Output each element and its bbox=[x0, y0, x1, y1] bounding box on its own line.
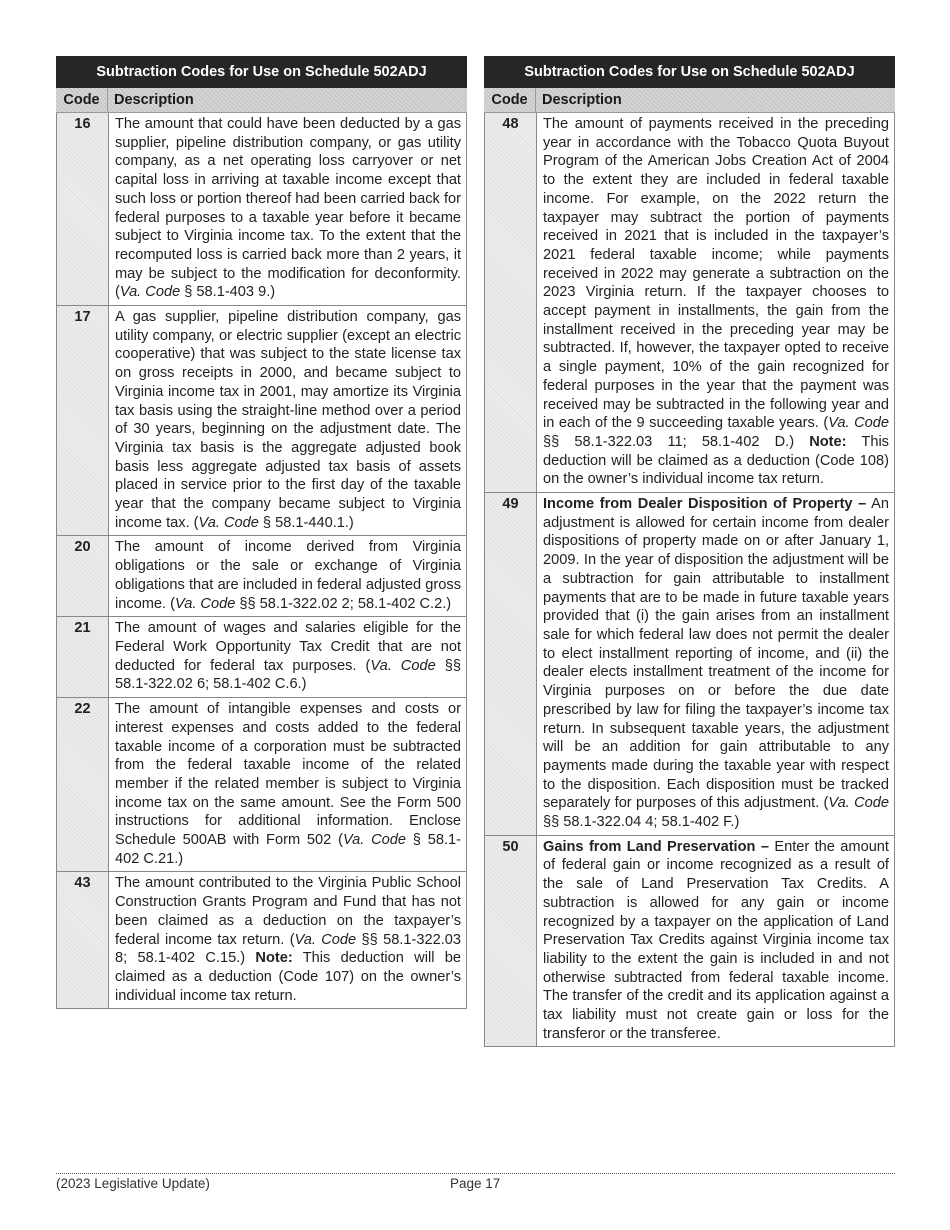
description-text: Va. Code bbox=[370, 657, 436, 674]
table-body bbox=[56, 113, 467, 1009]
description-text: Income from Dealer Disposition of Property – bbox=[543, 496, 867, 513]
row-description bbox=[109, 698, 466, 871]
row-code: 22 bbox=[57, 698, 109, 871]
row-code: 49 bbox=[485, 493, 537, 835]
footer-divider bbox=[56, 1173, 895, 1174]
description-text: §§ 58.1-322.03 11; 58.1-402 D.) bbox=[543, 433, 810, 450]
row-code: 17 bbox=[57, 306, 109, 535]
row-code: 16 bbox=[57, 113, 109, 305]
description-text: The amount of income derived from Virginia obligations or the sale or exchange of Virginia obligations that are included in federal adjusted gross income. ( bbox=[115, 539, 461, 612]
description-text: Note: bbox=[255, 950, 293, 967]
row-description bbox=[109, 113, 466, 305]
row-description bbox=[109, 536, 466, 616]
row-description bbox=[537, 113, 894, 492]
table-row bbox=[57, 306, 466, 536]
description-text: A gas supplier, pipeline distribution company, gas utility company, or electric supplier (except an electric cooperative) that was subject to the state license tax on gross receipts in 2000, and became subject to Virginia income tax in 2001, may amortize its Virginia tax basis using the straight-line method over a period of 30 years, beginning on the adjustment date. The Virginia tax basis is the aggregate adjusted book basis less aggregate adjusted tax basis of assets placed in service prior to the first day of the taxable year that the company became subject to Virginia income tax. ( bbox=[115, 309, 461, 531]
description-text: The amount of payments received in the preceding year in accordance with the Tobacco Quota Buyout Program of the American Jobs Creation Act of 2004 to the extent they are included in federal taxable income. For example, on the 2022 return the taxpayer may subtract the portion of payments received in 2021 that is included in the taxpayer’s 2021 federal taxable income; while payments received in 2022 may generate a subtraction on the 2023 Virginia return. If the taxpayer chooses to accept payment in installments, the gain from the installment received in the preceding year may be subtracted. If, however, the taxpayer opted to receive a single payment, 10% of the gain recognized for federal purposes in the year that the payment was received may be subtracted in the following year and in each of the 9 succeeding taxable years. ( bbox=[543, 116, 889, 432]
row-description bbox=[109, 872, 466, 1008]
description-text: Va. Code bbox=[294, 931, 357, 948]
description-text: §§ 58.1-322.04 4; 58.1-402 F.) bbox=[543, 814, 740, 831]
table-row bbox=[485, 113, 894, 493]
table-header bbox=[56, 88, 467, 113]
description-column-header: Description bbox=[542, 92, 622, 108]
table-row bbox=[57, 113, 466, 306]
right-table bbox=[484, 56, 895, 1047]
row-code: 48 bbox=[485, 113, 537, 492]
row-code: 50 bbox=[485, 836, 537, 1047]
row-code: 20 bbox=[57, 536, 109, 616]
table-row bbox=[57, 536, 466, 617]
description-text: Va. Code bbox=[198, 514, 259, 531]
table-row bbox=[57, 872, 466, 1008]
row-description bbox=[537, 836, 894, 1047]
description-text: An adjustment is allowed for certain income from dealer dispositions of property made on or after January 1, 2009. In the year of disposition the adjustment will be a subtraction for gain attributable to installment payments that are to be made in future taxable years provided that (i) the gain arises from an installment sale for which federal law does not permit the dealer to elect installment reporting of income, and (ii) the dealer elects installment treatment of the income for Virginia purposes on or before the due date prescribed by law for filing the taxpayer’s income tax return. In subsequent taxable years, the adjustment will be an addition for gain attributable to any payments made during the taxable year with respect to the disposition. Each disposition must be tracked separately for purposes of this adjustment. ( bbox=[543, 496, 889, 812]
description-text: §§ 58.1-322.03 8; 58.1-402 C.15.) bbox=[115, 931, 461, 967]
page-number: Page 17 bbox=[450, 1176, 501, 1191]
description-text: The amount contributed to the Virginia Public School Construction Grants Program and Fund that has not been claimed as a deduction on the taxpayer’s federal income tax return. ( bbox=[115, 875, 461, 948]
description-text: Va. Code bbox=[342, 832, 406, 849]
description-text: The amount of intangible expenses and costs or interest expenses and costs added to the federal taxable income of a corporation must be subtracted from the federal taxable income of the related member if the related member is subject to Virginia income tax on the same amount. See the Form 500 instructions for additional information. Enclose Schedule 500AB with Form 502 ( bbox=[115, 701, 461, 849]
table-title: Subtraction Codes for Use on Schedule 502ADJ bbox=[56, 56, 467, 88]
left-table bbox=[56, 56, 467, 1009]
description-text: §§ 58.1-322.02 2; 58.1-402 C.2.) bbox=[235, 595, 452, 612]
table-row bbox=[485, 493, 894, 836]
description-text: Va. Code bbox=[828, 415, 889, 432]
table-body bbox=[484, 113, 895, 1047]
table-header bbox=[484, 88, 895, 113]
description-column-header: Description bbox=[114, 92, 194, 108]
table-row bbox=[57, 698, 466, 872]
description-text: §§ 58.1-322.02 6; 58.1-402 C.6.) bbox=[115, 657, 461, 693]
code-column-header: Code bbox=[56, 88, 108, 112]
description-text: Note: bbox=[809, 433, 847, 450]
table-row bbox=[57, 617, 466, 698]
table-row bbox=[485, 836, 894, 1047]
row-description bbox=[109, 617, 466, 697]
row-code: 21 bbox=[57, 617, 109, 697]
description-text: The amount of wages and salaries eligible for the Federal Work Opportunity Tax Credit that are not deducted for federal tax purposes. ( bbox=[115, 620, 461, 674]
description-text: Enter the amount of federal gain or income recognized as a result of the sale of Land Preservation Tax Credits. A subtraction is allowed for any gain or income recognized by a taxpayer on the application of Land Preservation Tax Credits against Virginia income tax liability to the extent the gain is included in and not otherwise subtracted from federal taxable income. The transfer of the credit and its application against a tax liability must not create gain or loss for the transferor or the transferee. bbox=[543, 838, 889, 1042]
row-description bbox=[537, 493, 894, 835]
description-text: The amount that could have been deducted by a gas supplier, pipeline distribution company, or gas utility company, as a net operating loss carryover or net capital loss in arriving at taxable income except that such loss or portion thereof had been carried back for federal purposes to a taxable year before it became subject to Virginia income tax. To the extent that the recomputed loss is carried back more than 2 years, it may be subject to the modification for deconformity. ( bbox=[115, 116, 461, 301]
description-text: Va. Code bbox=[175, 595, 236, 612]
description-text: § 58.1-402 C.21.) bbox=[115, 832, 461, 867]
description-text: § 58.1-403 9.) bbox=[180, 284, 276, 301]
description-text: Gains from Land Preservation – bbox=[543, 838, 769, 855]
footer-edition: (2023 Legislative Update) bbox=[56, 1176, 210, 1191]
description-text: Va. Code bbox=[119, 284, 181, 301]
code-column-header: Code bbox=[484, 88, 536, 112]
table-title: Subtraction Codes for Use on Schedule 502ADJ bbox=[484, 56, 895, 88]
description-text: Va. Code bbox=[828, 795, 889, 812]
description-text: This deduction will be claimed as a deduction (Code 107) on the owner’s individual income tax return. bbox=[115, 950, 461, 1004]
row-code: 43 bbox=[57, 872, 109, 1008]
description-text: This deduction will be claimed as a deduction (Code 108) on the owner’s individual income tax return. bbox=[543, 433, 889, 488]
row-description bbox=[109, 306, 466, 535]
description-text: § 58.1-440.1.) bbox=[258, 514, 354, 531]
